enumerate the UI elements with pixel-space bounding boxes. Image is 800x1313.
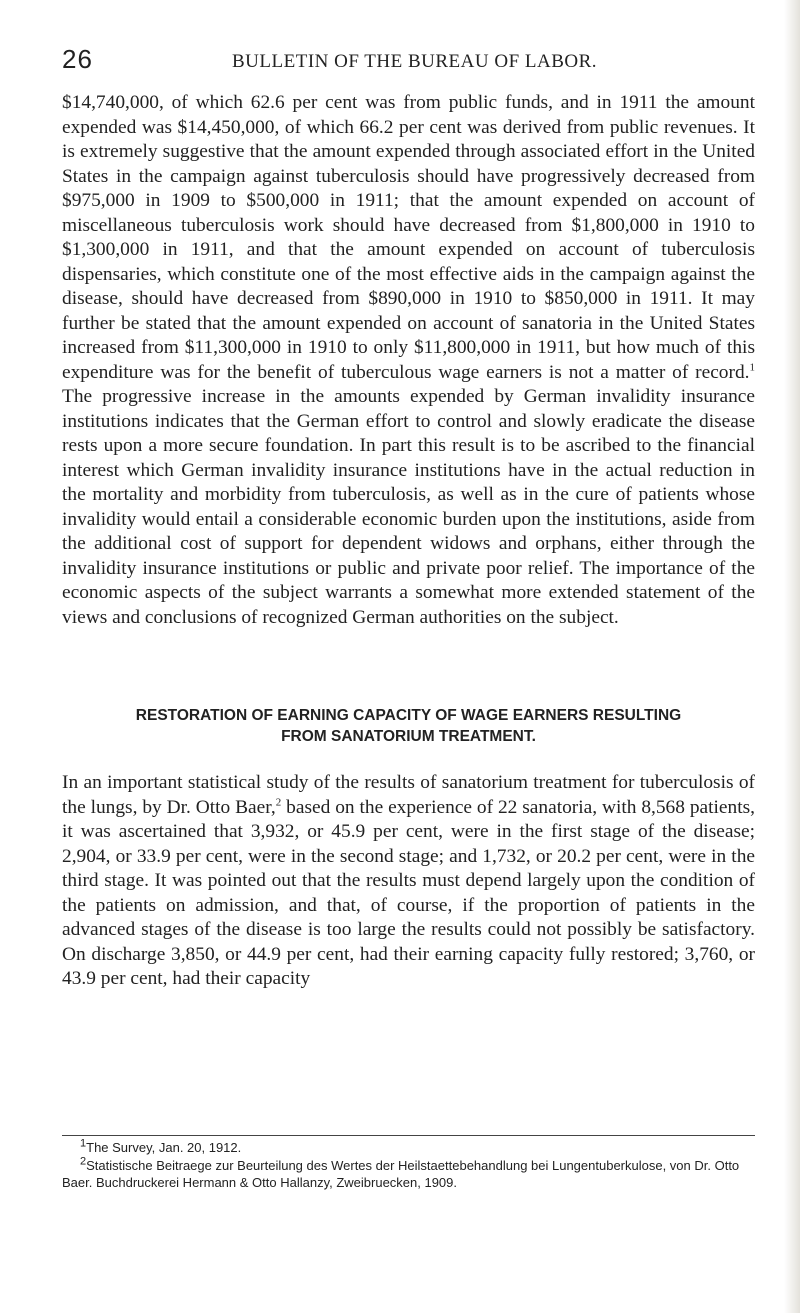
section-heading [62, 705, 755, 747]
footnotes [62, 1139, 755, 1192]
footnote-1-text: The Survey, Jan. 20, 1912. [86, 1140, 242, 1155]
footnote-1 [62, 1139, 755, 1157]
paragraph-funding [62, 91, 755, 630]
paragraph-restoration [62, 771, 755, 992]
footnote-divider [62, 1135, 755, 1136]
paragraph-funding-part-b: The progressive increase in the amounts expended by German invalidity insurance institutions indicates that the German effort to control and slowly eradicate the disease rests upon a more secure foundation. In part this result is to be ascribed to the financial interest which German invalidity insurance institutions have in the actual reduction in the mortality and morbidity from tuberculosis, as well as in the cure of patients whose invalidity would entail a considerable economic burden upon the institutions, aside from the additional cost of support for dependent widows and orphans, either through the invalidity insurance institutions or public and private poor relief. The importance of the economic aspects of the subject warrants a somewhat more extended statement of the views and conclusions of recognized German authorities on the subject. [62, 386, 755, 628]
footnote-2 [62, 1157, 755, 1192]
paragraph-restoration-part-b: based on the experience of 22 sanatoria, with 8,568 patients, it was ascertained that 3,932, or 45.9 per cent, were in the first stage of the disease; 2,904, or 33.9 per cent, were in the second stage; and 1,732, or 20.2 per cent, were in the third stage. It was pointed out that the results must depend largely upon the condition of the patients on admission, and that, of course, if the proportion of patients in the advanced stages of the disease is too large the results could not possibly be satisfactory. On discharge 3,850, or 44.9 per cent, had their earning capacity fully restored; 3,760, or 43.9 per cent, had their capacity [62, 796, 755, 989]
page-edge-shadow [784, 0, 800, 1313]
paragraph-funding-text [62, 91, 755, 630]
paragraph-restoration-text [62, 771, 755, 992]
footnote-ref-2: 2 [275, 796, 282, 809]
footnote-2-marker: 2 [80, 1155, 87, 1168]
paragraph-funding-part-a: $14,740,000, of which 62.6 per cent was from public funds, and in 1911 the amount expended was $14,450,000, of which 66.2 per cent was derived from public revenues. It is extremely suggestive that the amount expended through associated effort in the United States in the campaign against tuberculosis should have progressively decreased from $975,000 in 1909 to $500,000 in 1911; that the amount expended on account of miscellaneous tuberculosis work should have decreased from $1,800,000 in 1910 to $1,300,000 in 1911, and that the amount expended on account of tuberculosis dispensaries, which constitute one of the most effective aids in the campaign against the disease, should have decreased from $890,000 in 1910 to $850,000 in 1911. It may further be stated that the amount expended on account of sanatoria in the United States increased from $11,300,000 in 1910 to only $11,800,000 in 1911, but how much of this expenditure was for the benefit of tuberculous wage earners is not a matter of record. [62, 92, 755, 383]
page-number: 26 [62, 44, 93, 74]
section-heading-line-2: FROM SANATORIUM TREATMENT. [281, 728, 536, 745]
footnote-ref-1: 1 [749, 361, 755, 374]
footnote-2-text: Statistische Beitraege zur Beurteilung des Wertes der Heilstaettebehandlung bei Lungentuberkulose, von Dr. Otto Baer. Buchdruckerei Hermann & Otto Hallanzy, Zweibruecken, 1909. [62, 1157, 740, 1190]
paragraph-restoration-part-a: In an important statistical study of the results of sanatorium treatment for tuberculosis of the lungs, by Dr. Otto Baer, [62, 772, 755, 818]
running-title: BULLETIN OF THE BUREAU OF LABOR. [232, 51, 598, 72]
footnote-1-marker: 1 [80, 1137, 87, 1150]
section-heading-line-1: RESTORATION OF EARNING CAPACITY OF WAGE EARNERS RESULTING [135, 707, 682, 724]
